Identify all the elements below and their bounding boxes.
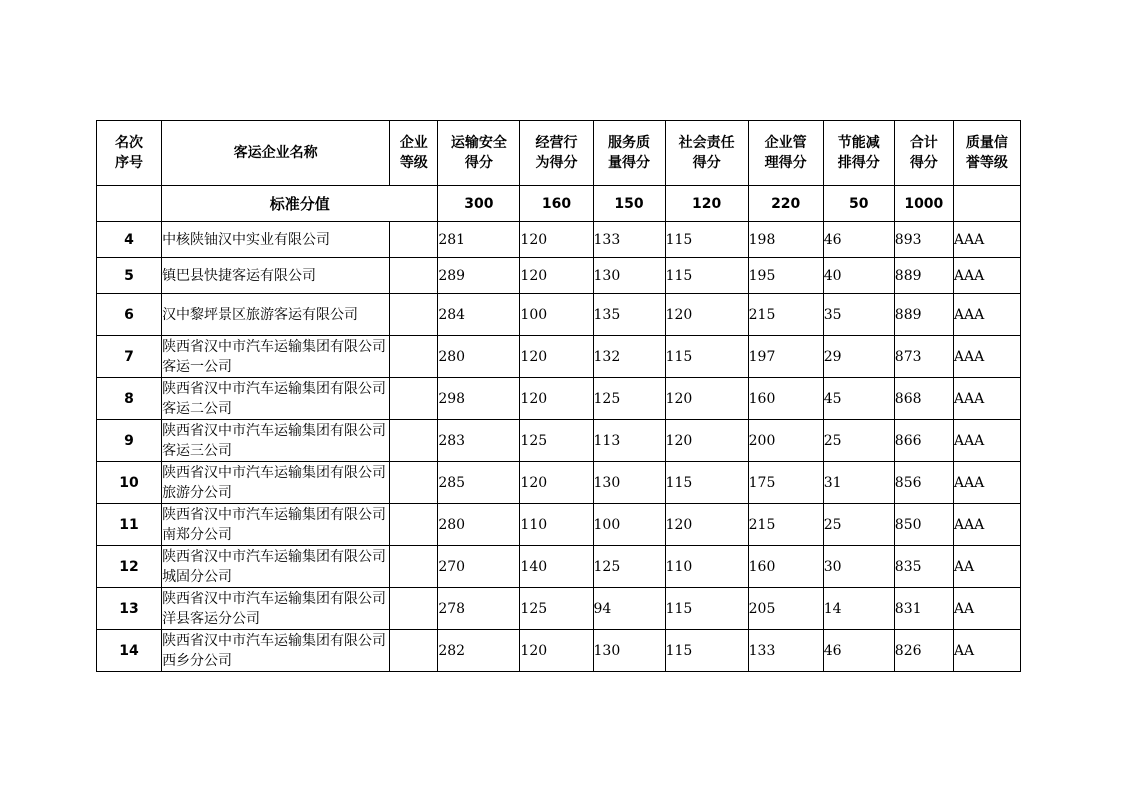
cell-business-score: 140 xyxy=(520,546,593,588)
standard-service: 150 xyxy=(593,186,665,222)
cell-grade: AAA xyxy=(953,378,1020,420)
cell-grade: AAA xyxy=(953,462,1020,504)
cell-company-name: 汉中黎坪景区旅游客运有限公司 xyxy=(162,294,390,336)
cell-grade: AAA xyxy=(953,222,1020,258)
cell-business-score: 125 xyxy=(520,420,593,462)
cell-safety-score: 289 xyxy=(438,258,520,294)
cell-total-score: 893 xyxy=(894,222,953,258)
cell-management-score: 160 xyxy=(748,546,823,588)
cell-total-score: 873 xyxy=(894,336,953,378)
cell-company-name: 陕西省汉中市汽车运输集团有限公司客运一公司 xyxy=(162,336,390,378)
cell-social-score: 120 xyxy=(665,420,748,462)
ranking-table xyxy=(96,120,1021,672)
header-service: 服务质 量得分 xyxy=(593,121,665,186)
standard-management: 220 xyxy=(748,186,823,222)
cell-level xyxy=(390,336,438,378)
cell-business-score: 120 xyxy=(520,630,593,672)
cell-safety-score: 278 xyxy=(438,588,520,630)
cell-level xyxy=(390,462,438,504)
cell-rank: 5 xyxy=(97,258,162,294)
cell-rank: 6 xyxy=(97,294,162,336)
standard-energy: 50 xyxy=(823,186,894,222)
cell-energy-score: 14 xyxy=(823,588,894,630)
cell-level xyxy=(390,588,438,630)
table-row xyxy=(97,420,1021,462)
cell-grade: AA xyxy=(953,588,1020,630)
cell-company-name: 陕西省汉中市汽车运输集团有限公司客运二公司 xyxy=(162,378,390,420)
cell-management-score: 175 xyxy=(748,462,823,504)
table-row xyxy=(97,462,1021,504)
table-row xyxy=(97,588,1021,630)
standard-social: 120 xyxy=(665,186,748,222)
cell-grade: AAA xyxy=(953,336,1020,378)
cell-safety-score: 283 xyxy=(438,420,520,462)
cell-grade: AAA xyxy=(953,504,1020,546)
cell-business-score: 100 xyxy=(520,294,593,336)
cell-business-score: 120 xyxy=(520,378,593,420)
cell-energy-score: 40 xyxy=(823,258,894,294)
cell-rank: 7 xyxy=(97,336,162,378)
cell-company-name: 中核陕铀汉中实业有限公司 xyxy=(162,222,390,258)
cell-grade: AA xyxy=(953,630,1020,672)
cell-service-score: 135 xyxy=(593,294,665,336)
cell-level xyxy=(390,378,438,420)
cell-safety-score: 280 xyxy=(438,336,520,378)
cell-management-score: 160 xyxy=(748,378,823,420)
cell-rank: 13 xyxy=(97,588,162,630)
cell-social-score: 115 xyxy=(665,630,748,672)
cell-service-score: 125 xyxy=(593,546,665,588)
header-business: 经营行 为得分 xyxy=(520,121,593,186)
cell-rank: 10 xyxy=(97,462,162,504)
header-row xyxy=(97,121,1021,186)
cell-total-score: 856 xyxy=(894,462,953,504)
cell-social-score: 115 xyxy=(665,222,748,258)
cell-total-score: 826 xyxy=(894,630,953,672)
cell-service-score: 130 xyxy=(593,462,665,504)
cell-energy-score: 25 xyxy=(823,504,894,546)
cell-safety-score: 298 xyxy=(438,378,520,420)
cell-total-score: 866 xyxy=(894,420,953,462)
table-row xyxy=(97,630,1021,672)
cell-business-score: 120 xyxy=(520,222,593,258)
cell-rank: 8 xyxy=(97,378,162,420)
cell-level xyxy=(390,504,438,546)
cell-business-score: 120 xyxy=(520,336,593,378)
cell-business-score: 120 xyxy=(520,462,593,504)
cell-management-score: 133 xyxy=(748,630,823,672)
cell-safety-score: 270 xyxy=(438,546,520,588)
cell-company-name: 镇巴县快捷客运有限公司 xyxy=(162,258,390,294)
cell-company-name: 陕西省汉中市汽车运输集团有限公司城固分公司 xyxy=(162,546,390,588)
cell-total-score: 850 xyxy=(894,504,953,546)
standard-total: 1000 xyxy=(894,186,953,222)
header-safety: 运输安全 得分 xyxy=(438,121,520,186)
cell-grade: AA xyxy=(953,546,1020,588)
standard-business: 160 xyxy=(520,186,593,222)
header-management: 企业管 理得分 xyxy=(748,121,823,186)
cell-rank: 12 xyxy=(97,546,162,588)
cell-level xyxy=(390,294,438,336)
cell-level xyxy=(390,222,438,258)
cell-energy-score: 45 xyxy=(823,378,894,420)
table-row xyxy=(97,546,1021,588)
cell-energy-score: 30 xyxy=(823,546,894,588)
cell-business-score: 120 xyxy=(520,258,593,294)
header-name: 客运企业名称 xyxy=(162,121,390,186)
cell-social-score: 115 xyxy=(665,462,748,504)
cell-service-score: 130 xyxy=(593,630,665,672)
cell-energy-score: 31 xyxy=(823,462,894,504)
standard-safety: 300 xyxy=(438,186,520,222)
cell-safety-score: 280 xyxy=(438,504,520,546)
table-row xyxy=(97,294,1021,336)
cell-total-score: 868 xyxy=(894,378,953,420)
cell-management-score: 198 xyxy=(748,222,823,258)
standard-label: 标准分值 xyxy=(162,186,438,222)
cell-grade: AAA xyxy=(953,258,1020,294)
cell-social-score: 115 xyxy=(665,258,748,294)
cell-energy-score: 25 xyxy=(823,420,894,462)
cell-rank: 14 xyxy=(97,630,162,672)
cell-service-score: 133 xyxy=(593,222,665,258)
header-social: 社会责任 得分 xyxy=(665,121,748,186)
table-row xyxy=(97,336,1021,378)
cell-social-score: 120 xyxy=(665,504,748,546)
table-row xyxy=(97,504,1021,546)
table-row xyxy=(97,222,1021,258)
header-level: 企业 等级 xyxy=(390,121,438,186)
cell-level xyxy=(390,258,438,294)
cell-business-score: 125 xyxy=(520,588,593,630)
cell-service-score: 94 xyxy=(593,588,665,630)
cell-management-score: 197 xyxy=(748,336,823,378)
cell-company-name: 陕西省汉中市汽车运输集团有限公司南郑分公司 xyxy=(162,504,390,546)
cell-rank: 4 xyxy=(97,222,162,258)
table-row xyxy=(97,258,1021,294)
cell-management-score: 200 xyxy=(748,420,823,462)
cell-management-score: 215 xyxy=(748,294,823,336)
cell-level xyxy=(390,420,438,462)
cell-social-score: 115 xyxy=(665,588,748,630)
header-grade: 质量信 誉等级 xyxy=(953,121,1020,186)
cell-total-score: 831 xyxy=(894,588,953,630)
cell-level xyxy=(390,546,438,588)
cell-social-score: 120 xyxy=(665,378,748,420)
cell-total-score: 889 xyxy=(894,294,953,336)
cell-total-score: 835 xyxy=(894,546,953,588)
standard-row xyxy=(97,186,1021,222)
cell-service-score: 132 xyxy=(593,336,665,378)
cell-energy-score: 46 xyxy=(823,630,894,672)
cell-safety-score: 285 xyxy=(438,462,520,504)
cell-company-name: 陕西省汉中市汽车运输集团有限公司西乡分公司 xyxy=(162,630,390,672)
cell-grade: AAA xyxy=(953,420,1020,462)
cell-level xyxy=(390,630,438,672)
cell-rank: 9 xyxy=(97,420,162,462)
cell-grade: AAA xyxy=(953,294,1020,336)
cell-management-score: 195 xyxy=(748,258,823,294)
cell-company-name: 陕西省汉中市汽车运输集团有限公司客运三公司 xyxy=(162,420,390,462)
header-rank: 名次 序号 xyxy=(97,121,162,186)
table-row xyxy=(97,378,1021,420)
header-energy: 节能减 排得分 xyxy=(823,121,894,186)
cell-social-score: 120 xyxy=(665,294,748,336)
standard-grade-empty xyxy=(953,186,1020,222)
cell-company-name: 陕西省汉中市汽车运输集团有限公司旅游分公司 xyxy=(162,462,390,504)
cell-social-score: 115 xyxy=(665,336,748,378)
header-total: 合计 得分 xyxy=(894,121,953,186)
cell-service-score: 100 xyxy=(593,504,665,546)
cell-energy-score: 29 xyxy=(823,336,894,378)
cell-business-score: 110 xyxy=(520,504,593,546)
cell-safety-score: 281 xyxy=(438,222,520,258)
standard-rank-empty xyxy=(97,186,162,222)
cell-energy-score: 35 xyxy=(823,294,894,336)
cell-service-score: 130 xyxy=(593,258,665,294)
cell-rank: 11 xyxy=(97,504,162,546)
cell-management-score: 215 xyxy=(748,504,823,546)
cell-service-score: 113 xyxy=(593,420,665,462)
cell-social-score: 110 xyxy=(665,546,748,588)
cell-energy-score: 46 xyxy=(823,222,894,258)
cell-management-score: 205 xyxy=(748,588,823,630)
cell-service-score: 125 xyxy=(593,378,665,420)
cell-safety-score: 282 xyxy=(438,630,520,672)
cell-company-name: 陕西省汉中市汽车运输集团有限公司洋县客运分公司 xyxy=(162,588,390,630)
cell-total-score: 889 xyxy=(894,258,953,294)
cell-safety-score: 284 xyxy=(438,294,520,336)
